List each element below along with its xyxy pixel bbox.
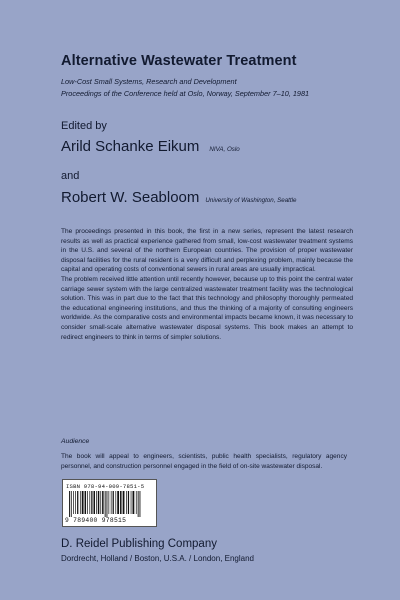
- publisher-name: D. Reidel Publishing Company: [61, 538, 217, 550]
- isbn-text: ISBN 978-94-009-7851-5: [66, 483, 145, 490]
- description-paragraph-1: The proceedings presented in this book, the first in a new series, represent the latest research results as well as practical experience gathered from small, low-cost wastewater treatment systems in the U.S. and several of the northern European countries. The provision of proper wastewater disposal facilities for the rural resident is a very difficult and perplexing problem, mainly because the capital and operating costs of conventional sewers in rural areas are usually impractical.: [61, 228, 353, 274]
- barcode-bar: [136, 491, 137, 514]
- barcode-bar: [102, 491, 104, 514]
- book-description: [61, 227, 353, 342]
- barcode-bar: [123, 491, 125, 514]
- editor-2-name: Robert W. Seabloom: [61, 189, 200, 206]
- barcode-bar: [113, 491, 114, 514]
- barcode-bar: [77, 491, 78, 514]
- barcode-bar: [111, 491, 112, 514]
- audience-text: The book will appeal to engineers, scientists, public health specialists, regulatory agency personnel, and construction personnel engaged in the field of on-site wastewater disposal.: [61, 453, 347, 470]
- barcode-bar: [94, 491, 96, 514]
- barcode-bar: [87, 491, 88, 514]
- barcode-bar: [105, 491, 106, 517]
- isbn-barcode: [62, 479, 157, 527]
- and-label: and: [61, 170, 80, 182]
- book-title: Alternative Wastewater Treatment: [61, 53, 297, 69]
- barcode-bar: [75, 491, 76, 514]
- editor-1: [61, 138, 240, 156]
- barcode-bar: [117, 491, 119, 514]
- publisher-location: Dordrecht, Holland / Boston, U.S.A. / London, England: [61, 554, 255, 563]
- barcode-bar: [91, 491, 92, 514]
- editor-2: [61, 189, 296, 207]
- barcode-bar: [69, 491, 70, 517]
- book-subtitle: [61, 76, 309, 100]
- barcode-bar: [133, 491, 135, 514]
- subtitle-line-2: Proceedings of the Conference held at Oslo, Norway, September 7–10, 1981: [61, 89, 310, 98]
- barcode-bar: [100, 491, 101, 514]
- barcode-bar: [107, 491, 108, 517]
- barcode-bar: [71, 491, 72, 517]
- barcode-bar: [126, 491, 127, 514]
- edited-by-label: Edited by: [61, 120, 107, 132]
- barcode-bar: [140, 491, 141, 517]
- barcode-bar: [85, 491, 87, 514]
- barcode-bar: [89, 491, 90, 514]
- editor-2-affiliation: University of Washington, Seattle: [205, 197, 297, 204]
- barcode-bars: [68, 491, 151, 517]
- barcode-bar: [98, 491, 100, 514]
- barcode-bar: [115, 491, 116, 514]
- editor-1-name: Arild Schanke Eikum: [61, 138, 200, 155]
- editor-1-affiliation: NIVA, Oslo: [209, 146, 240, 153]
- barcode-bar: [80, 491, 81, 514]
- barcode-bar: [128, 491, 129, 514]
- description-paragraph-2: The problem received little attention until recently however, because up to this point the central water carriage sewer system with the large centralized wastewater treatment facility was the technological solution. This was in part due to the fact that this technology and philosophy thoroughly permeated the educational engineering institutions, and thus the thinking of a majority of consulting engineers worldwide. As the comparative costs and environmental impacts became known, it was necessary to consider small-scale alternative wastewater disposal systems. This book makes an attempt to redirect engineers to think in terms of simpler solutions.: [61, 275, 353, 341]
- barcode-digits: 9 789400 978515: [65, 517, 127, 524]
- barcode-bar: [82, 491, 84, 514]
- barcode-bar: [96, 491, 97, 514]
- barcode-bar: [120, 491, 122, 514]
- subtitle-line-1: Low-Cost Small Systems, Research and Development: [61, 77, 237, 86]
- barcode-bar: [109, 491, 110, 514]
- audience-heading: Audience: [61, 438, 90, 445]
- barcode-bar: [131, 491, 132, 514]
- barcode-bar: [73, 491, 74, 514]
- barcode-bar: [138, 491, 139, 517]
